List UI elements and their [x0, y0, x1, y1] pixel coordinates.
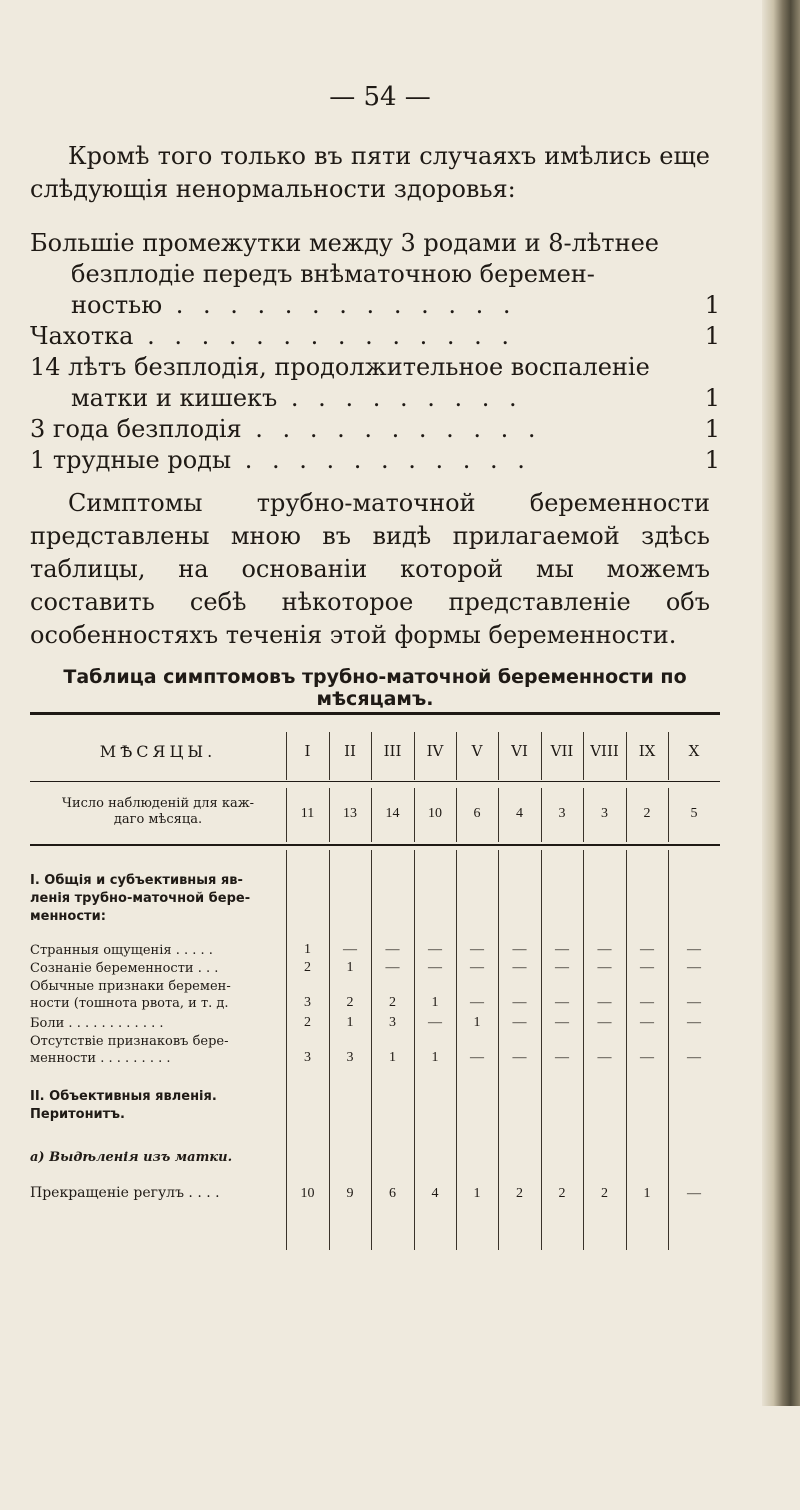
table-cell: — — [512, 995, 527, 1010]
table-cell: 1 — [473, 1186, 481, 1201]
month-header-cell: III — [383, 742, 402, 760]
table-cell: — — [555, 1015, 569, 1030]
table-cell: — — [640, 942, 654, 957]
table-cell: — — [640, 1050, 654, 1065]
table-cell: 3 — [346, 1050, 354, 1065]
column-rule — [286, 850, 287, 1250]
column-rule — [329, 788, 330, 842]
table-cell: — — [597, 942, 612, 957]
months-header-label: МѢСЯЦЫ. — [99, 742, 217, 761]
column-rule — [456, 732, 457, 780]
table-cell: — — [687, 995, 701, 1010]
table-cell: 2 — [304, 960, 311, 975]
column-rule — [626, 732, 627, 780]
column-rule — [583, 850, 584, 1250]
month-header-cell: II — [344, 742, 356, 760]
month-header-cell: VII — [550, 742, 574, 760]
table-cell: 1 — [346, 1015, 354, 1030]
table-cell: — — [555, 995, 569, 1010]
table-cell: 1 — [431, 1050, 439, 1065]
table-cell: 1 — [473, 1015, 481, 1030]
counts-rule — [30, 844, 720, 846]
table-cell: 4 — [431, 1186, 439, 1201]
month-header-cell: X — [688, 742, 700, 760]
table-cell: — — [555, 960, 569, 975]
column-rule — [541, 788, 542, 842]
table-cell: — — [687, 1186, 701, 1201]
column-rule — [329, 850, 330, 1250]
table-cell: — — [597, 1015, 612, 1030]
row-label: Прекращеніе регулъ . . . . — [30, 1185, 220, 1201]
table-top-rule — [30, 712, 720, 715]
column-rule — [456, 788, 457, 842]
count-cell: 4 — [516, 806, 523, 821]
column-rule — [626, 788, 627, 842]
table-cell: 2 — [304, 1015, 311, 1030]
row-label: Странныя ощущенія . . . . . — [30, 943, 213, 958]
column-rule — [668, 850, 669, 1250]
table-cell: — — [555, 1050, 569, 1065]
list-item: Большіе промежутки между 3 родами и 8-лѣтнее безплодіе передъ внѣматочною беремен- ностью . . . . . . . . . . . . . 1 — [30, 229, 720, 319]
column-rule — [329, 732, 330, 780]
table-cell: — — [687, 1015, 701, 1030]
column-rule — [456, 850, 457, 1250]
list-item: Чахотка . . . . . . . . . . . . . . 1 — [30, 322, 720, 350]
table-cell: — — [597, 960, 612, 975]
table-cell: — — [470, 1050, 484, 1065]
list-item: 1 трудные роды . . . . . . . . . . . 1 — [30, 446, 720, 474]
column-rule — [414, 850, 415, 1250]
symptoms-table — [30, 710, 720, 1510]
table-cell: — — [597, 995, 612, 1010]
month-header-cell: V — [471, 742, 483, 760]
month-header-cell: IV — [426, 742, 444, 760]
count-cell: 11 — [300, 806, 315, 821]
list-item: 14 лѣтъ безплодія, продолжительное воспаленіе матки и кишекъ . . . . . . . . . 1 — [30, 353, 720, 412]
table-cell: 2 — [389, 995, 396, 1010]
column-rule — [583, 732, 584, 780]
row-label: Отсутствіе признаковъ бере- менности . . . . . . . . . — [30, 1034, 229, 1066]
table-cell: — — [687, 960, 701, 975]
table-cell: — — [343, 942, 357, 957]
table-cell: 2 — [601, 1186, 608, 1201]
table-cell: — — [640, 995, 654, 1010]
column-rule — [414, 732, 415, 780]
table-cell: 1 — [346, 960, 354, 975]
table-cell: 3 — [304, 1050, 311, 1065]
table-cell: — — [470, 942, 484, 957]
table-cell: — — [428, 960, 442, 975]
count-cell: 5 — [690, 806, 698, 821]
table-cell: 3 — [389, 1015, 396, 1030]
table-cell: 2 — [558, 1186, 566, 1201]
table-cell: 3 — [304, 995, 311, 1010]
column-rule — [498, 850, 499, 1250]
column-rule — [371, 850, 372, 1250]
table-cell: — — [640, 960, 654, 975]
column-rule — [668, 732, 669, 780]
month-header-cell: VIII — [590, 742, 619, 760]
count-cell: 6 — [473, 806, 481, 821]
table-cell: 2 — [346, 995, 354, 1010]
count-cell: 10 — [428, 806, 442, 821]
month-header-cell: I — [304, 742, 311, 760]
table-cell: 2 — [516, 1186, 523, 1201]
subsection-title: а) Выдѣленія изъ матки. — [30, 1150, 233, 1165]
table-cell: — — [597, 1050, 612, 1065]
row-label: Обычные признаки беремен- ности (тошнота рвота, и т. д. — [30, 979, 231, 1011]
column-rule — [583, 788, 584, 842]
column-rule — [414, 788, 415, 842]
section-1-title: I. Общія и субъективныя яв- ленія трубно-маточной бере- менности: — [30, 873, 251, 924]
column-rule — [371, 788, 372, 842]
table-cell: — — [385, 960, 400, 975]
intro-paragraph: Кромѣ того только въ пяти случаяхъ имѣлись еще слѣдующія ненормальности здоровья: — [30, 142, 710, 203]
table-cell: 1 — [304, 942, 311, 957]
count-cell: 14 — [385, 806, 400, 821]
table-cell: — — [470, 960, 484, 975]
column-rule — [541, 850, 542, 1250]
table-cell: 9 — [346, 1186, 354, 1201]
table-cell: 10 — [300, 1186, 315, 1201]
table-cell: — — [555, 942, 569, 957]
table-cell: — — [512, 942, 527, 957]
column-rule — [541, 732, 542, 780]
count-cell: 13 — [343, 806, 357, 821]
column-rule — [498, 732, 499, 780]
column-rule — [498, 788, 499, 842]
column-rule — [286, 788, 287, 842]
table-cell: — — [470, 995, 484, 1010]
month-header-cell: IX — [638, 742, 656, 760]
page-edge-shadow — [762, 0, 800, 1406]
table-cell: 1 — [431, 995, 439, 1010]
table-cell: — — [640, 1015, 654, 1030]
count-cell: 3 — [558, 806, 566, 821]
header-rule — [30, 781, 720, 782]
count-cell: 3 — [601, 806, 608, 821]
count-cell: 2 — [643, 806, 651, 821]
table-cell: 1 — [389, 1050, 396, 1065]
section-2-title: II. Объективныя явленія. Перитонитъ. — [30, 1089, 217, 1122]
column-rule — [626, 850, 627, 1250]
table-cell: — — [428, 1015, 442, 1030]
table-cell: — — [687, 1050, 701, 1065]
month-header-cell: VI — [511, 742, 528, 760]
table-cell: — — [512, 960, 527, 975]
symptoms-paragraph: Симптомы трубно-маточной беременности представлены мною въ видѣ прилагаемой здѣсь таблицы, на основаніи которой мы можемъ составить себѣ нѣкоторое представленіе объ особенностяхъ теченія этой формы беременности. — [30, 489, 710, 649]
table-cell: 6 — [389, 1186, 396, 1201]
column-rule — [371, 732, 372, 780]
table-cell: — — [687, 942, 701, 957]
column-rule — [668, 788, 669, 842]
table-cell: — — [512, 1050, 527, 1065]
page-number: — 54 — — [329, 82, 431, 112]
table-cell: 1 — [643, 1186, 651, 1201]
row-label: Сознаніе беременности . . . — [30, 961, 219, 976]
column-rule — [286, 732, 287, 780]
list-item: 3 года безплодія . . . . . . . . . . . 1 — [30, 415, 720, 443]
abnormalities-list — [30, 228, 720, 476]
table-caption: Таблица симптомовъ трубно-маточной беременности по мѣсяцамъ. — [63, 666, 687, 710]
table-cell: — — [385, 942, 400, 957]
table-cell: — — [428, 942, 442, 957]
row-label: Боли . . . . . . . . . . . . — [30, 1016, 164, 1031]
table-cell: — — [512, 1015, 527, 1030]
count-label: Число наблюденій для каж- даго мѣсяца. — [61, 796, 255, 827]
